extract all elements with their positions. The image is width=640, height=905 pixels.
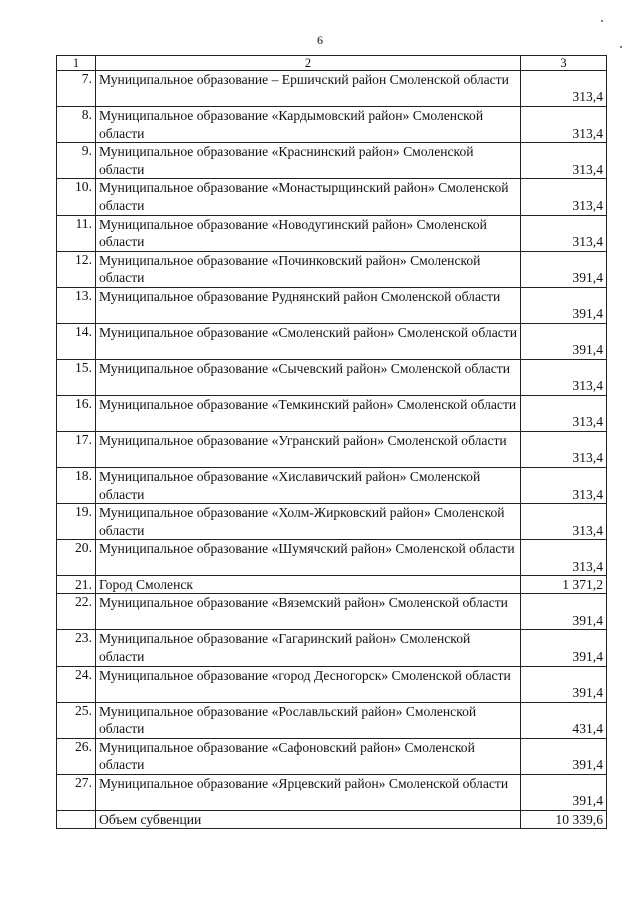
row-subsidy-value: 391,4	[521, 630, 607, 666]
row-subsidy-value: 391,4	[521, 323, 607, 359]
row-subsidy-value: 313,4	[521, 143, 607, 179]
table-row	[57, 702, 607, 738]
scan-speck	[601, 20, 603, 22]
row-number: 24.	[57, 666, 96, 702]
total-value: 10 339,6	[521, 810, 607, 828]
row-number: 21.	[57, 576, 96, 594]
table-row	[57, 431, 607, 467]
table-row	[57, 467, 607, 503]
row-subsidy-value: 313,4	[521, 395, 607, 431]
scan-speck	[620, 46, 622, 48]
row-municipality-name: Муниципальное образование Руднянский район Смоленской области	[96, 287, 521, 323]
row-municipality-name: Муниципальное образование «Темкинский район» Смоленской области	[96, 395, 521, 431]
row-subsidy-value: 391,4	[521, 666, 607, 702]
row-subsidy-value: 313,4	[521, 107, 607, 143]
row-municipality-name: Муниципальное образование «Краснинский район» Смоленской области	[96, 143, 521, 179]
row-subsidy-value: 391,4	[521, 774, 607, 810]
row-number: 16.	[57, 395, 96, 431]
row-municipality-name: Муниципальное образование «Вяземский район» Смоленской области	[96, 594, 521, 630]
row-municipality-name: Муниципальное образование «Ярцевский район» Смоленской области	[96, 774, 521, 810]
row-number: 15.	[57, 359, 96, 395]
row-subsidy-value: 391,4	[521, 287, 607, 323]
table-row	[57, 666, 607, 702]
row-number: 7.	[57, 71, 96, 107]
row-subsidy-value: 313,4	[521, 215, 607, 251]
row-number: 12.	[57, 251, 96, 287]
row-number: 26.	[57, 738, 96, 774]
table-row	[57, 738, 607, 774]
table-row	[57, 143, 607, 179]
table-row	[57, 594, 607, 630]
header-col-value: 3	[521, 56, 607, 71]
row-subsidy-value: 391,4	[521, 251, 607, 287]
header-col-number: 1	[57, 56, 96, 71]
row-number: 13.	[57, 287, 96, 323]
row-number: 17.	[57, 431, 96, 467]
row-municipality-name: Муниципальное образование «город Десногорск» Смоленской области	[96, 666, 521, 702]
row-number: 19.	[57, 504, 96, 540]
row-subsidy-value: 313,4	[521, 504, 607, 540]
row-subsidy-value: 313,4	[521, 71, 607, 107]
row-subsidy-value: 313,4	[521, 467, 607, 503]
page-number: 6	[317, 33, 323, 47]
table-row	[57, 179, 607, 215]
table-row	[57, 287, 607, 323]
row-municipality-name: Муниципальное образование «Угранский район» Смоленской области	[96, 431, 521, 467]
row-municipality-name: Муниципальное образование «Хиславичский район» Смоленской области	[96, 467, 521, 503]
row-municipality-name: Муниципальное образование «Холм-Жирковский район» Смоленской области	[96, 504, 521, 540]
row-number: 27.	[57, 774, 96, 810]
row-number: 22.	[57, 594, 96, 630]
row-municipality-name: Город Смоленск	[96, 576, 521, 594]
row-number: 10.	[57, 179, 96, 215]
total-row	[57, 810, 607, 828]
table-row	[57, 251, 607, 287]
row-number: 9.	[57, 143, 96, 179]
row-subsidy-value: 431,4	[521, 702, 607, 738]
table-row	[57, 504, 607, 540]
subsidy-table	[56, 55, 607, 829]
table-body	[57, 71, 607, 829]
row-number: 14.	[57, 323, 96, 359]
table-row	[57, 107, 607, 143]
table-row	[57, 540, 607, 576]
row-municipality-name: Муниципальное образование «Кардымовский район» Смоленской области	[96, 107, 521, 143]
row-municipality-name: Муниципальное образование «Сычевский район» Смоленской области	[96, 359, 521, 395]
row-number: 25.	[57, 702, 96, 738]
row-subsidy-value: 313,4	[521, 431, 607, 467]
table-row	[57, 359, 607, 395]
table-row	[57, 395, 607, 431]
table-header	[57, 56, 607, 71]
row-subsidy-value: 391,4	[521, 738, 607, 774]
row-municipality-name: Муниципальное образование – Ершичский район Смоленской области	[96, 71, 521, 107]
row-number: 11.	[57, 215, 96, 251]
row-number: 18.	[57, 467, 96, 503]
row-municipality-name: Муниципальное образование «Сафоновский район» Смоленской области	[96, 738, 521, 774]
row-municipality-name: Муниципальное образование «Рославльский район» Смоленской области	[96, 702, 521, 738]
row-municipality-name: Муниципальное образование «Смоленский район» Смоленской области	[96, 323, 521, 359]
table-row	[57, 215, 607, 251]
header-col-name: 2	[96, 56, 521, 71]
row-municipality-name: Муниципальное образование «Гагаринский район» Смоленской области	[96, 630, 521, 666]
table-row	[57, 71, 607, 107]
row-municipality-name: Муниципальное образование «Починковский район» Смоленской области	[96, 251, 521, 287]
row-subsidy-value: 313,4	[521, 540, 607, 576]
row-subsidy-value: 1 371,2	[521, 576, 607, 594]
row-municipality-name: Муниципальное образование «Новодугинский район» Смоленской области	[96, 215, 521, 251]
row-subsidy-value: 313,4	[521, 359, 607, 395]
table-row	[57, 323, 607, 359]
total-number	[57, 810, 96, 828]
table-row	[57, 630, 607, 666]
row-number: 8.	[57, 107, 96, 143]
row-number: 23.	[57, 630, 96, 666]
row-number: 20.	[57, 540, 96, 576]
header-row	[57, 56, 607, 71]
row-municipality-name: Муниципальное образование «Монастырщинский район» Смоленской области	[96, 179, 521, 215]
table-row	[57, 576, 607, 594]
row-municipality-name: Муниципальное образование «Шумячский район» Смоленской области	[96, 540, 521, 576]
total-label: Объем субвенции	[96, 810, 521, 828]
row-subsidy-value: 391,4	[521, 594, 607, 630]
row-subsidy-value: 313,4	[521, 179, 607, 215]
table-row	[57, 774, 607, 810]
